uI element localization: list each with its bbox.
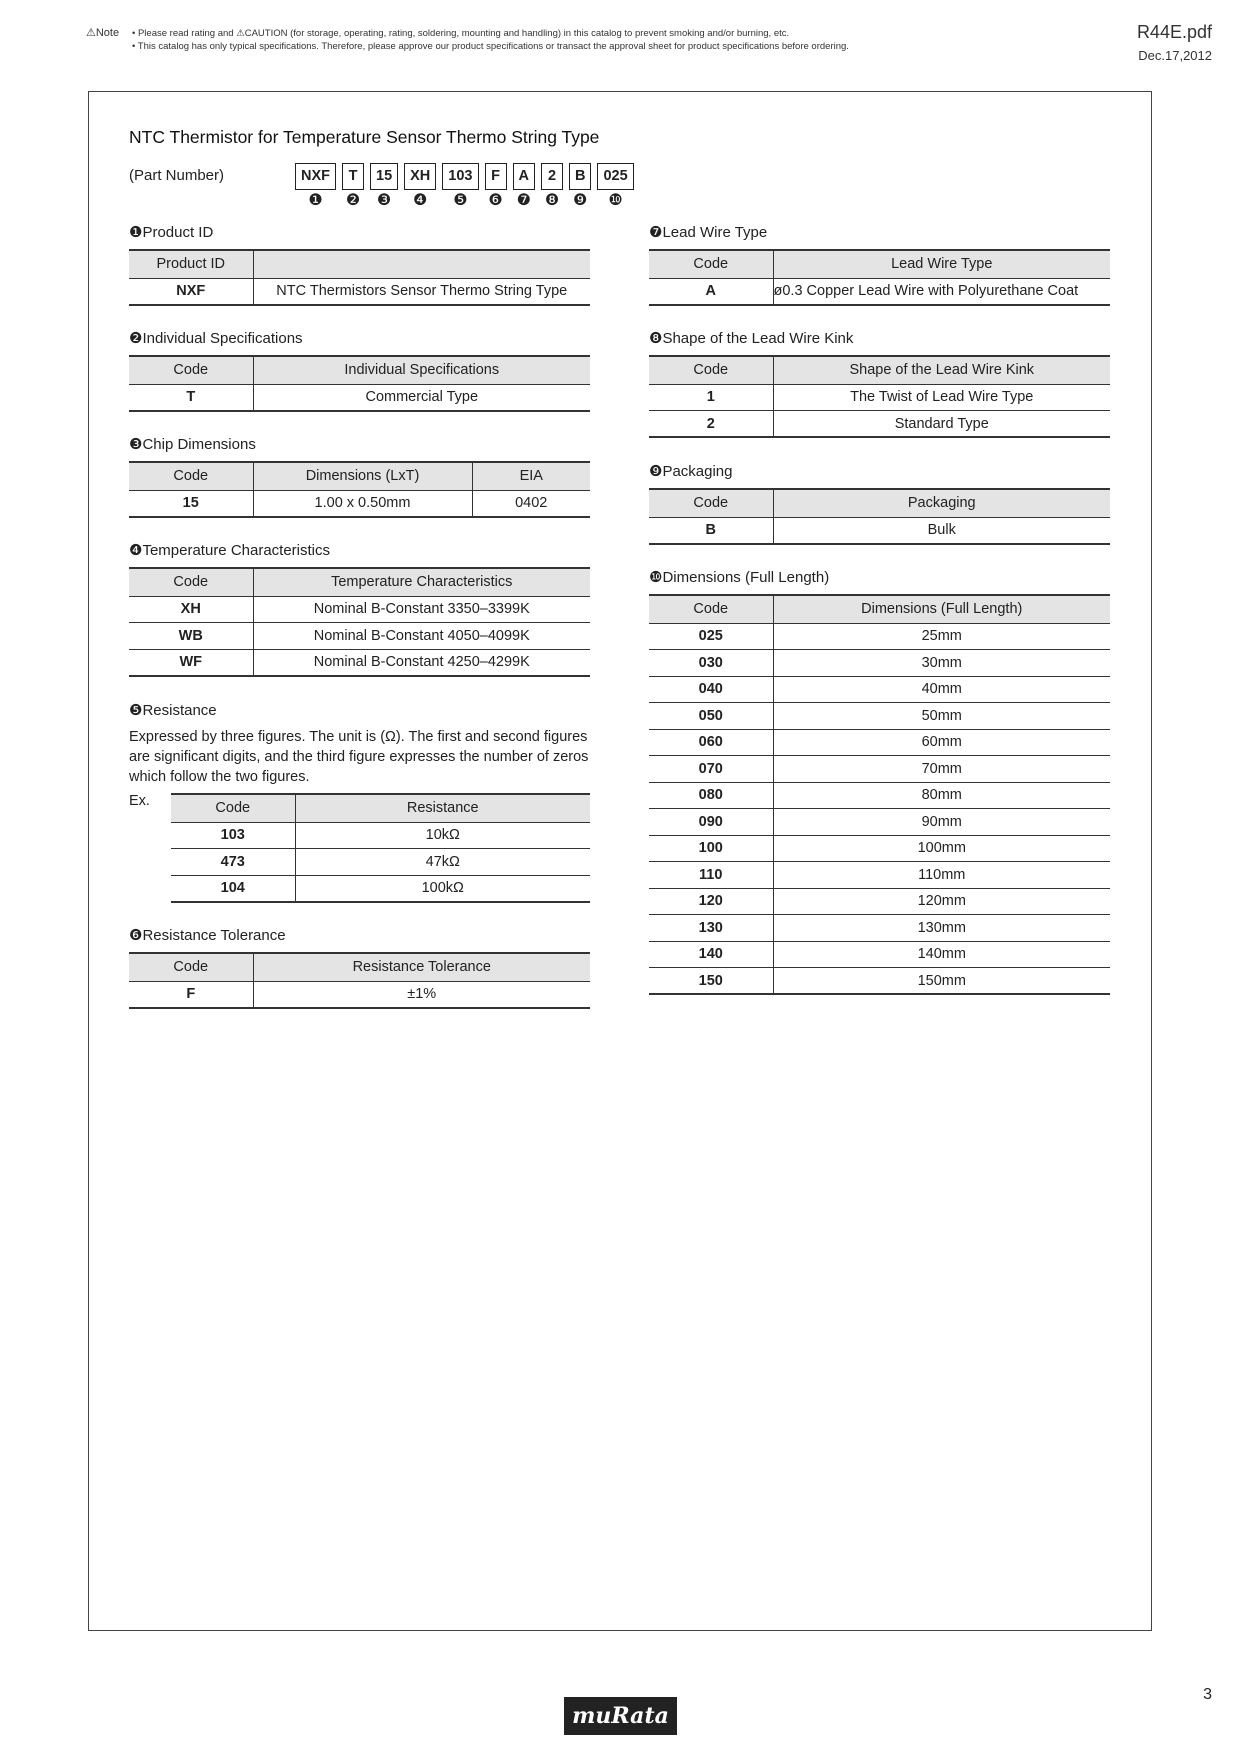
table-row bbox=[649, 915, 1110, 942]
table-cell: 10kΩ bbox=[295, 822, 590, 849]
part-code-box: XH bbox=[404, 163, 436, 190]
note-label: ⚠Note bbox=[86, 27, 120, 39]
table-cell: 040 bbox=[649, 676, 773, 703]
section-heading: ❽Shape of the Lead Wire Kink bbox=[649, 330, 854, 347]
column-header: Code bbox=[129, 568, 253, 596]
part-code-box: F bbox=[485, 163, 507, 190]
part-code-box: 025 bbox=[597, 163, 633, 190]
section-heading: ❼Lead Wire Type bbox=[649, 224, 768, 241]
part-marker: ❿ bbox=[608, 192, 623, 209]
table-cell: 40mm bbox=[773, 676, 1110, 703]
table-row bbox=[649, 623, 1110, 650]
table-cell: 104 bbox=[171, 875, 295, 902]
column-header: Code bbox=[171, 794, 295, 822]
caution-note bbox=[86, 27, 849, 53]
table-cell: 110 bbox=[649, 862, 773, 889]
table-cell: 120mm bbox=[773, 888, 1110, 915]
table-row bbox=[649, 729, 1110, 756]
table-header-row bbox=[129, 356, 590, 384]
part-marker: ❽ bbox=[544, 192, 560, 209]
table-row bbox=[649, 862, 1110, 889]
column-header: Packaging bbox=[773, 489, 1110, 517]
table-row bbox=[649, 703, 1110, 730]
column-header: Code bbox=[129, 462, 253, 490]
table-row bbox=[129, 596, 590, 623]
table-row bbox=[649, 756, 1110, 783]
section-product-id bbox=[129, 223, 590, 306]
section-heading: ❿Dimensions (Full Length) bbox=[649, 569, 830, 586]
column-header: Code bbox=[649, 595, 773, 623]
table-cell: 50mm bbox=[773, 703, 1110, 730]
part-code-box: 103 bbox=[442, 163, 478, 190]
spec-table bbox=[129, 461, 590, 518]
column-header: Dimensions (LxT) bbox=[253, 462, 472, 490]
table-cell: Nominal B-Constant 4050–4099K bbox=[253, 623, 590, 650]
part-code-box: 2 bbox=[541, 163, 563, 190]
table-row bbox=[129, 649, 590, 676]
section-temperature-characteristics bbox=[129, 541, 590, 677]
section-heading: ❻Resistance Tolerance bbox=[129, 927, 286, 944]
column-header: Temperature Characteristics bbox=[253, 568, 590, 596]
table-row bbox=[129, 490, 590, 517]
table-row bbox=[649, 968, 1110, 995]
page-title: NTC Thermistor for Temperature Sensor Thermo String Type bbox=[129, 127, 600, 147]
table-cell: 100kΩ bbox=[295, 875, 590, 902]
spec-table bbox=[649, 355, 1110, 438]
table-cell: The Twist of Lead Wire Type bbox=[773, 384, 1110, 411]
table-cell: WF bbox=[129, 649, 253, 676]
table-cell: 090 bbox=[649, 809, 773, 836]
spec-table bbox=[649, 249, 1110, 306]
table-cell: 080 bbox=[649, 782, 773, 809]
spec-table bbox=[649, 488, 1110, 545]
table-cell: 130mm bbox=[773, 915, 1110, 942]
table-row bbox=[649, 809, 1110, 836]
table-header-row bbox=[649, 356, 1110, 384]
column-header: Product ID bbox=[129, 250, 253, 278]
column-header: Code bbox=[649, 489, 773, 517]
table-row bbox=[171, 822, 590, 849]
note-line: • Please read rating and ⚠CAUTION (for storage, operating, rating, soldering, mounting and handling) in this catalog to prevent smoking and/or burning, etc. bbox=[132, 28, 790, 39]
table-cell: 025 bbox=[649, 623, 773, 650]
section-heading: ❺Resistance bbox=[129, 702, 217, 719]
table-cell: 47kΩ bbox=[295, 849, 590, 876]
section-lead-wire-kink bbox=[649, 329, 1110, 438]
murata-logo: muRata bbox=[564, 1697, 677, 1735]
part-marker: ❷ bbox=[345, 192, 361, 209]
table-row bbox=[649, 384, 1110, 411]
table-row bbox=[171, 849, 590, 876]
spec-table bbox=[649, 594, 1110, 995]
column-header: Resistance bbox=[295, 794, 590, 822]
table-row bbox=[649, 650, 1110, 677]
table-row bbox=[129, 981, 590, 1008]
table-header-row bbox=[129, 568, 590, 596]
table-row bbox=[649, 835, 1110, 862]
spec-table bbox=[129, 567, 590, 677]
table-row bbox=[649, 411, 1110, 438]
table-cell: 070 bbox=[649, 756, 773, 783]
table-cell: 110mm bbox=[773, 862, 1110, 889]
table-cell: Bulk bbox=[773, 517, 1110, 544]
table-cell: 100mm bbox=[773, 835, 1110, 862]
part-code-box: B bbox=[569, 163, 591, 190]
part-code-box: A bbox=[513, 163, 535, 190]
table-row bbox=[129, 623, 590, 650]
table-cell: WB bbox=[129, 623, 253, 650]
table-row bbox=[649, 941, 1110, 968]
column-header: Code bbox=[129, 356, 253, 384]
table-cell: 030 bbox=[649, 650, 773, 677]
table-cell: 150 bbox=[649, 968, 773, 995]
table-row bbox=[129, 278, 590, 305]
spec-table bbox=[129, 249, 590, 306]
table-cell: B bbox=[649, 517, 773, 544]
spec-table bbox=[171, 793, 590, 903]
section-description: Expressed by three figures. The unit is (Ω). The first and second figures are significant digits, and the third figure expresses the number of zeros which follow the two figures. bbox=[129, 729, 589, 785]
table-header-row bbox=[649, 250, 1110, 278]
table-cell: NTC Thermistors Sensor Thermo String Type bbox=[253, 278, 590, 305]
part-number-boxes bbox=[295, 163, 634, 190]
example-block bbox=[129, 793, 590, 903]
file-name: R44E.pdf bbox=[1136, 22, 1212, 42]
section-heading: ❸Chip Dimensions bbox=[129, 436, 256, 453]
table-cell: 2 bbox=[649, 411, 773, 438]
section-heading: ❹Temperature Characteristics bbox=[129, 542, 331, 559]
page-number: 3 bbox=[1203, 1686, 1212, 1703]
table-cell: 80mm bbox=[773, 782, 1110, 809]
table-cell: 150mm bbox=[773, 968, 1110, 995]
note-line: • This catalog has only typical specifications. Therefore, please approve our product specifications or transact the approval sheet for product specifications before ordering. bbox=[132, 41, 849, 52]
table-cell: 140 bbox=[649, 941, 773, 968]
table-row bbox=[649, 278, 1110, 305]
part-marker: ❼ bbox=[516, 192, 531, 209]
table-cell: NXF bbox=[129, 278, 253, 305]
column-header: Code bbox=[129, 953, 253, 981]
table-row bbox=[129, 384, 590, 411]
table-cell: F bbox=[129, 981, 253, 1008]
column-header: Resistance Tolerance bbox=[253, 953, 590, 981]
section-packaging bbox=[649, 462, 1110, 545]
section-heading: ❶Product ID bbox=[129, 224, 214, 241]
part-marker: ❸ bbox=[376, 192, 392, 209]
section-chip-dimensions bbox=[129, 435, 590, 518]
table-cell: ø0.3 Copper Lead Wire with Polyurethane Coat bbox=[773, 278, 1110, 305]
spec-table bbox=[129, 355, 590, 412]
section-full-length bbox=[649, 568, 1110, 995]
table-header-row bbox=[649, 489, 1110, 517]
table-cell: 15 bbox=[129, 490, 253, 517]
column-header: Lead Wire Type bbox=[773, 250, 1110, 278]
table-cell: 1 bbox=[649, 384, 773, 411]
table-header-row bbox=[129, 462, 590, 490]
table-cell: ±1% bbox=[253, 981, 590, 1008]
table-cell: 103 bbox=[171, 822, 295, 849]
table-cell: 140mm bbox=[773, 941, 1110, 968]
table-row bbox=[649, 888, 1110, 915]
section-lead-wire-type bbox=[649, 223, 1110, 306]
table-row bbox=[649, 782, 1110, 809]
column-header: Individual Specifications bbox=[253, 356, 590, 384]
table-row bbox=[649, 517, 1110, 544]
table-header-row bbox=[129, 250, 590, 278]
table-cell: 050 bbox=[649, 703, 773, 730]
section-resistance bbox=[129, 701, 590, 903]
table-cell: 130 bbox=[649, 915, 773, 942]
example-label: Ex. bbox=[129, 793, 150, 809]
table-cell: T bbox=[129, 384, 253, 411]
column-header: Dimensions (Full Length) bbox=[773, 595, 1110, 623]
table-cell: Commercial Type bbox=[253, 384, 590, 411]
column-header bbox=[253, 250, 590, 278]
table-cell: Nominal B-Constant 4250–4299K bbox=[253, 649, 590, 676]
table-cell: Nominal B-Constant 3350–3399K bbox=[253, 596, 590, 623]
part-marker: ❺ bbox=[453, 192, 468, 209]
part-number-label: (Part Number) bbox=[129, 167, 225, 184]
section-resistance-tolerance bbox=[129, 926, 590, 1009]
section-heading: ❷Individual Specifications bbox=[129, 330, 303, 347]
table-cell: 100 bbox=[649, 835, 773, 862]
table-row bbox=[171, 875, 590, 902]
column-header: Code bbox=[649, 250, 773, 278]
part-marker: ❻ bbox=[488, 192, 503, 209]
table-cell: 30mm bbox=[773, 650, 1110, 677]
table-row bbox=[649, 676, 1110, 703]
table-cell: 25mm bbox=[773, 623, 1110, 650]
table-cell: 70mm bbox=[773, 756, 1110, 783]
table-cell: Standard Type bbox=[773, 411, 1110, 438]
table-cell: 473 bbox=[171, 849, 295, 876]
column-header: Code bbox=[649, 356, 773, 384]
part-marker: ❾ bbox=[573, 192, 588, 209]
table-header-row bbox=[129, 953, 590, 981]
table-header-row bbox=[649, 595, 1110, 623]
section-heading: ❾Packaging bbox=[649, 463, 733, 480]
part-marker: ❹ bbox=[413, 192, 428, 209]
part-marker: ❶ bbox=[308, 192, 323, 209]
part-code-box: NXF bbox=[295, 163, 336, 190]
section-individual-specs bbox=[129, 329, 590, 412]
table-cell: 1.00 x 0.50mm bbox=[253, 490, 472, 517]
document-date: Dec.17,2012 bbox=[1138, 48, 1212, 63]
table-cell: 90mm bbox=[773, 809, 1110, 836]
table-cell: 0402 bbox=[472, 490, 590, 517]
table-cell: 60mm bbox=[773, 729, 1110, 756]
table-cell: A bbox=[649, 278, 773, 305]
table-cell: 120 bbox=[649, 888, 773, 915]
part-code-box: T bbox=[342, 163, 364, 190]
table-cell: XH bbox=[129, 596, 253, 623]
spec-table bbox=[129, 952, 590, 1009]
column-header: Shape of the Lead Wire Kink bbox=[773, 356, 1110, 384]
table-cell: 060 bbox=[649, 729, 773, 756]
part-code-box: 15 bbox=[370, 163, 398, 190]
column-header: EIA bbox=[472, 462, 590, 490]
table-header-row bbox=[171, 794, 590, 822]
